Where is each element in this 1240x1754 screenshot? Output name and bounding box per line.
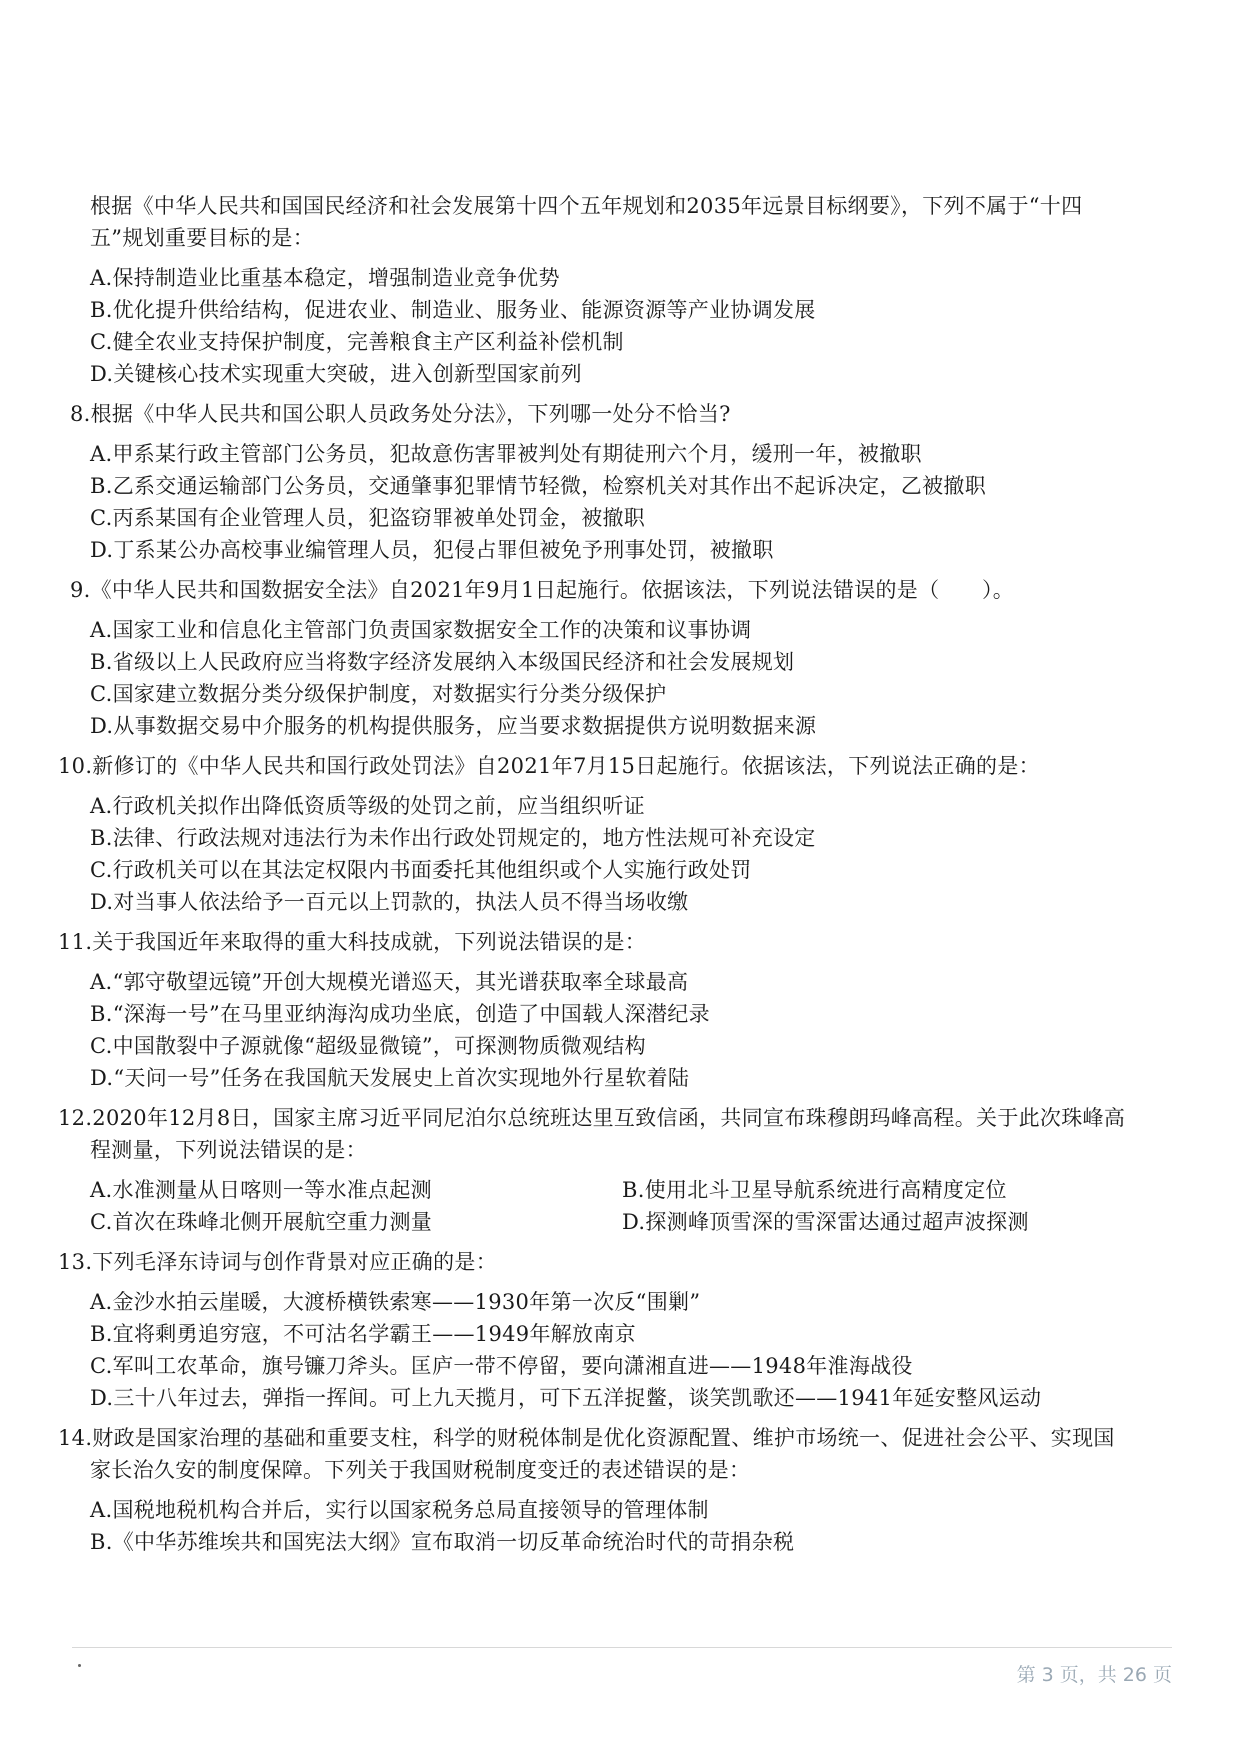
question-12-stem: 程测量，下列说法错误的是： — [90, 1138, 367, 1162]
option-a: A.水准测量从日喀则一等水准点起测 — [90, 1178, 432, 1202]
option-a: A.国家工业和信息化主管部门负责国家数据安全工作的决策和议事协调 — [90, 618, 752, 642]
option-b: B.宜将剩勇追穷寇，不可沽名学霸王——1949年解放南京 — [90, 1322, 636, 1346]
option-b: B.乙系交通运输部门公务员，交通肇事犯罪情节轻微，检察机关对其作出不起诉决定，乙被撤职 — [90, 474, 987, 498]
option-a: A.“郭守敬望远镜”开创大规模光谱巡天，其光谱获取率全球最高 — [90, 970, 689, 994]
option-d: D.三十八年过去，弹指一挥间。可上九天揽月，可下五洋捉鳖，谈笑凯歌还——1941年延安整风运动 — [90, 1386, 1042, 1410]
footer-divider — [72, 1647, 1172, 1648]
page-number: 第 3 页，共 26 页 — [1016, 1664, 1172, 1686]
question-stem: 根据《中华人民共和国国民经济和社会发展第十四个五年规划和2035年远景目标纲要》，下列不属于“十四 — [90, 194, 1083, 218]
question-8-stem: 8.根据《中华人民共和国公职人员政务处分法》，下列哪一处分不恰当? — [70, 402, 731, 426]
question-9-stem: 9.《中华人民共和国数据安全法》自2021年9月1日起施行。依据该法，下列说法错误的是（ ）。 — [70, 578, 1015, 602]
option-b: B.使用北斗卫星导航系统进行高精度定位 — [622, 1178, 1007, 1202]
option-c: C.健全农业支持保护制度，完善粮食主产区利益补偿机制 — [90, 330, 624, 354]
option-d: D.探测峰顶雪深的雪深雷达通过超声波探测 — [622, 1210, 1029, 1234]
option-a: A.甲系某行政主管部门公务员，犯故意伤害罪被判处有期徒刑六个月，缓刑一年，被撤职 — [90, 442, 922, 466]
option-b: B.优化提升供给结构，促进农业、制造业、服务业、能源资源等产业协调发展 — [90, 298, 816, 322]
option-b: B.《中华苏维埃共和国宪法大纲》宣布取消一切反革命统治时代的苛捐杂税 — [90, 1530, 795, 1554]
option-c: C.军叫工农革命，旗号镰刀斧头。匡庐一带不停留，要向潇湘直进——1948年淮海战役 — [90, 1354, 913, 1378]
question-11-stem: 11.关于我国近年来取得的重大科技成就，下列说法错误的是： — [58, 930, 647, 954]
question-10-stem: 10.新修订的《中华人民共和国行政处罚法》自2021年7月15日起施行。依据该法，下列说法正确的是： — [58, 754, 1040, 778]
option-b: B.法律、行政法规对违法行为未作出行政处罚规定的，地方性法规可补充设定 — [90, 826, 816, 850]
option-c: C.中国散裂中子源就像“超级显微镜”，可探测物质微观结构 — [90, 1034, 646, 1058]
option-d: D.从事数据交易中介服务的机构提供服务，应当要求数据提供方说明数据来源 — [90, 714, 817, 738]
option-d: D.对当事人依法给予一百元以上罚款的，执法人员不得当场收缴 — [90, 890, 689, 914]
question-13-stem: 13.下列毛泽东诗词与创作背景对应正确的是： — [58, 1250, 497, 1274]
option-d: D.“天问一号”任务在我国航天发展史上首次实现地外行星软着陆 — [90, 1066, 690, 1090]
option-d: D.关键核心技术实现重大突破，进入创新型国家前列 — [90, 362, 582, 386]
option-a: A.国税地税机构合并后，实行以国家税务总局直接领导的管理体制 — [90, 1498, 709, 1522]
footer-dot — [78, 1664, 81, 1667]
option-a: A.金沙水拍云崖暖，大渡桥横铁索寒——1930年第一次反“围剿” — [90, 1290, 701, 1314]
question-stem: 五”规划重要目标的是： — [90, 226, 315, 250]
question-12-stem: 12.2020年12月8日，国家主席习近平同尼泊尔总统班达里互致信函，共同宣布珠穆朗玛峰高程。关于此次珠峰高 — [58, 1106, 1126, 1130]
option-c: C.首次在珠峰北侧开展航空重力测量 — [90, 1210, 433, 1234]
question-14-stem: 家长治久安的制度保障。下列关于我国财税制度变迁的表述错误的是： — [90, 1458, 751, 1482]
option-c: C.行政机关可以在其法定权限内书面委托其他组织或个人实施行政处罚 — [90, 858, 752, 882]
question-14-stem: 14.财政是国家治理的基础和重要支柱，科学的财税体制是优化资源配置、维护市场统一、促进社会公平、实现国 — [58, 1426, 1115, 1450]
option-c: C.国家建立数据分类分级保护制度，对数据实行分类分级保护 — [90, 682, 667, 706]
option-b: B.省级以上人民政府应当将数字经济发展纳入本级国民经济和社会发展规划 — [90, 650, 795, 674]
option-c: C.丙系某国有企业管理人员，犯盗窃罪被单处罚金，被撤职 — [90, 506, 646, 530]
option-a: A.保持制造业比重基本稳定，增强制造业竞争优势 — [90, 266, 560, 290]
option-a: A.行政机关拟作出降低资质等级的处罚之前，应当组织听证 — [90, 794, 645, 818]
option-b: B.“深海一号”在马里亚纳海沟成功坐底，创造了中国载人深潜纪录 — [90, 1002, 710, 1026]
option-d: D.丁系某公办高校事业编管理人员，犯侵占罪但被免予刑事处罚，被撤职 — [90, 538, 774, 562]
